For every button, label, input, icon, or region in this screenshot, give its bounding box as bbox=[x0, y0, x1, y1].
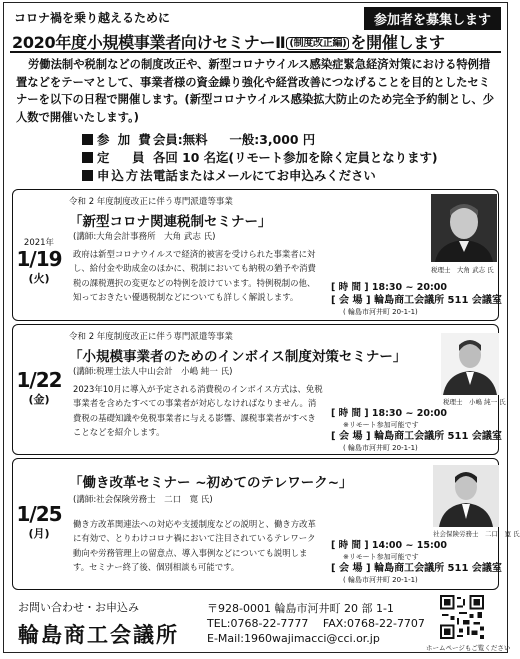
seminar-weekday: (月) bbox=[28, 527, 50, 540]
seminar-address: ( 輪島市河井町 20-1-1) bbox=[343, 576, 418, 584]
qr-caption: ホームページもご覧ください bbox=[426, 644, 511, 652]
speaker-photo bbox=[431, 194, 497, 262]
fee-label: 参 加 費 bbox=[97, 132, 153, 147]
seminar-description: 働き方改革関連法への対応や支援制度などの説明と、働き方改革に有効で、とりわけコロナ禍において注目されているテレワーク動向や労務管理上の留意点、導入事例などについても説明します。セミナー終了後、個別相談も可能です。 bbox=[73, 519, 316, 573]
apply-label: 申込方法 bbox=[97, 168, 155, 183]
seminar-schedule bbox=[331, 281, 502, 317]
seminar-kicker: 令和 2 年度制度改正に伴う専門派遣等事業 bbox=[69, 197, 233, 207]
speaker-caption: 税理士 小嶋 純一 氏 bbox=[443, 398, 506, 406]
date-column bbox=[13, 325, 65, 454]
seminar-schedule bbox=[331, 539, 502, 585]
seminar-speaker: (講師:社会保険労務士 二口 寛 氏) bbox=[73, 495, 213, 505]
flyer bbox=[3, 2, 520, 653]
capacity-row bbox=[82, 149, 438, 167]
seminar-speaker: (講師:大角会計事務所 大角 武志 氏) bbox=[73, 232, 216, 242]
fee-general: 一般:3,000 円 bbox=[229, 132, 316, 147]
seminar-address: ( 輪島市河井町 20-1-1) bbox=[343, 308, 418, 316]
capacity-label: 定 員 bbox=[97, 150, 147, 165]
qr-code-icon[interactable] bbox=[440, 595, 484, 639]
seminar-kicker: 令和 2 年度制度改正に伴う専門派遣等事業 bbox=[69, 332, 233, 342]
seminar-card bbox=[12, 189, 502, 321]
seminar-schedule bbox=[331, 407, 502, 453]
intro-text: 労働法制や税制などの制度改正や、新型コロナウイルス感染症緊急経済対策における特例措置などをテーマとして、事業者様の資金繰り強化や経営改善につなげることを目的としたセミナーを以下の日程で開催します。(新型コロナウイルス感染拡大防止のため完全予約制とし、少人数で開催いたします。) bbox=[16, 58, 495, 124]
seminar-card bbox=[12, 458, 520, 590]
seminar-title: 「小規模事業者のためのインボイス制度対策セミナー」 bbox=[69, 349, 407, 365]
title-edition: (制度改正編) bbox=[286, 37, 349, 50]
seminar-speaker: (講師:税理士法人中山会計 小嶋 純一 氏) bbox=[73, 367, 233, 377]
footer-contact bbox=[18, 599, 179, 649]
speaker-photo bbox=[441, 333, 499, 395]
seminar-title: 「働き改革セミナー ~初めてのテレワーク~」 bbox=[69, 475, 353, 491]
apply-row bbox=[82, 167, 438, 185]
seminar-address: ( 輪島市河井町 20-1-1) bbox=[343, 444, 418, 452]
apply-value: 電話またはメールにてお申込みください bbox=[153, 168, 376, 183]
seminar-card bbox=[12, 324, 506, 455]
fee-member: 会員:無料 bbox=[153, 132, 208, 147]
speaker-caption: 社会保険労務士 二口 寛 氏 bbox=[433, 530, 520, 538]
square-bullet-icon bbox=[82, 170, 93, 181]
seminar-venue: [ 会 場 ] 輪島商工会議所 511 会議室 bbox=[331, 431, 502, 442]
capacity-value: 各回 10 名迄(リモート参加を除く定員となります) bbox=[153, 150, 438, 165]
inquiry-label: お問い合わせ・お申込み bbox=[18, 601, 139, 614]
speaker-photo bbox=[433, 465, 499, 527]
seminar-remote-note: ※リモート参加可能です bbox=[343, 553, 419, 561]
pre-title: コロナ禍を乗り越えるために bbox=[14, 11, 171, 25]
title-main: 2020年度小規模事業者向けセミナーⅡ bbox=[12, 33, 286, 52]
seminar-time: [ 時 間 ] 18:30 ~ 20:00 bbox=[331, 282, 447, 293]
seminar-date: 1/25 bbox=[16, 502, 62, 526]
title-tail: を開催します bbox=[350, 33, 445, 52]
info-block bbox=[82, 131, 438, 185]
seminar-date: 1/19 bbox=[16, 247, 62, 271]
tel-fax: TEL:0768-22-7777 FAX:0768-22-7707 bbox=[207, 617, 425, 630]
page-title bbox=[12, 30, 501, 53]
seminar-weekday: (金) bbox=[28, 393, 50, 406]
seminar-venue: [ 会 場 ] 輪島商工会議所 511 会議室 bbox=[331, 563, 502, 574]
seminar-description: 2023年10月に導入が予定される消費税のインボイス方式は、免税事業者を含めたすべての事業者が対応しなければなりません。消費税の基礎知識や免税事業者に与える影響、課税事業者がすべきことなどを紹介します。 bbox=[73, 384, 323, 438]
title-divider bbox=[10, 51, 501, 53]
seminar-time: [ 時 間 ] 18:30 ~ 20:00 bbox=[331, 408, 447, 419]
organization-name: 輪島商工会議所 bbox=[18, 623, 179, 647]
seminar-time: [ 時 間 ] 14:00 ~ 15:00 bbox=[331, 540, 447, 551]
email-link[interactable]: E-Mail:1960wajimacci@cci.or.jp bbox=[207, 632, 380, 645]
postal-address: 〒928-0001 輪島市河井町 20 部 1-1 bbox=[207, 602, 394, 615]
seminar-weekday: (火) bbox=[28, 272, 50, 285]
fee-row bbox=[82, 131, 438, 149]
footer-details bbox=[207, 601, 425, 646]
seminar-title: 「新型コロナ関連税制セミナー」 bbox=[69, 214, 272, 230]
recruit-badge: 参加者を募集します bbox=[364, 7, 501, 30]
seminar-year: 2021年 bbox=[23, 238, 55, 248]
square-bullet-icon bbox=[82, 152, 93, 163]
seminar-date: 1/22 bbox=[16, 368, 62, 392]
seminar-description: 政府は新型コロナウイルスで経済的被害を受けられた事業者に対し、給付金や助成金のほかに、税制においても納税の猶予や消費税の課税選択の変更などの特例を設けています。特例税制の他、知っておきたい優遇税制などについても詳しく解説します。 bbox=[73, 249, 316, 303]
date-column bbox=[13, 190, 65, 320]
seminar-remote-note: ※リモート参加可能です bbox=[343, 421, 419, 429]
square-bullet-icon bbox=[82, 134, 93, 145]
seminar-venue: [ 会 場 ] 輪島商工会議所 511 会議室 bbox=[331, 295, 502, 306]
date-column bbox=[13, 459, 65, 589]
speaker-caption: 税理士 大角 武志 氏 bbox=[431, 266, 494, 274]
